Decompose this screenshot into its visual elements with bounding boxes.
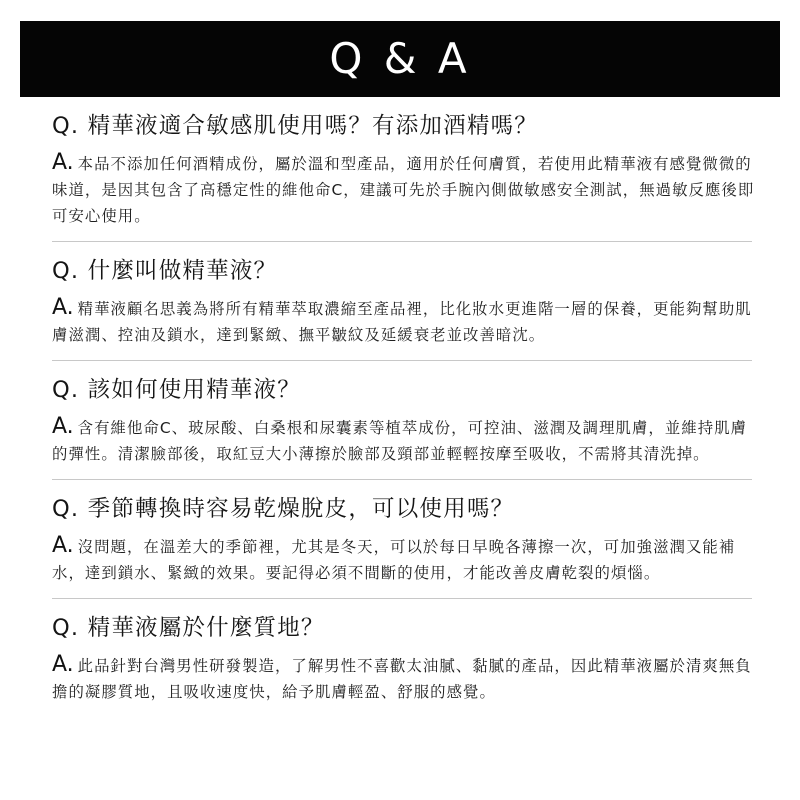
- divider: [52, 241, 752, 242]
- page-title: Q & A: [329, 34, 471, 83]
- answer-text: 本品不添加任何酒精成份，屬於溫和型產品，適用於任何膚質，若使用此精華液有感覺微微的味道，是因其包含了高穩定性的維他命C，建議可先於手腕內側做敏感安全測試，無過敏反應後即可安心使用。: [52, 155, 755, 225]
- answer-prefix: A.: [52, 414, 74, 439]
- answer-paragraph: [52, 652, 758, 705]
- divider: [52, 360, 752, 361]
- answer-prefix: A.: [52, 295, 74, 320]
- qa-item: [52, 254, 758, 348]
- answer-prefix: A.: [52, 533, 74, 558]
- qa-item: [52, 492, 758, 586]
- divider: [52, 479, 752, 480]
- question-text: Q. 精華液屬於什麼質地？: [52, 615, 325, 641]
- qa-item: [52, 611, 758, 705]
- answer-text: 含有維他命C、玻尿酸、白桑根和尿囊素等植萃成份，可控油、滋潤及調理肌膚，並維持肌膚的彈性。清潔臉部後，取紅豆大小薄擦於臉部及頸部並輕輕按摩至吸收，不需將其清洗掉。: [52, 419, 748, 463]
- answer-paragraph: [52, 533, 758, 586]
- qa-item: [52, 373, 758, 467]
- answer-prefix: A.: [52, 150, 74, 175]
- answer-paragraph: [52, 414, 758, 467]
- answer-text: 精華液顧名思義為將所有精華萃取濃縮至產品裡，比化妝水更進階一層的保養，更能夠幫助肌膚滋潤、控油及鎖水，達到緊緻、撫平皺紋及延緩衰老並改善暗沈。: [52, 300, 752, 344]
- qa-list: [52, 109, 758, 705]
- question-text: Q. 什麼叫做精華液？: [52, 258, 278, 284]
- question-text: Q. 該如何使用精華液？: [52, 377, 301, 403]
- question-text: Q. 精華液適合敏感肌使用嗎？有添加酒精嗎？: [52, 113, 538, 139]
- qa-item: [52, 109, 758, 229]
- answer-text: 此品針對台灣男性研發製造，了解男性不喜歡太油膩、黏膩的產品，因此精華液屬於清爽無負擔的凝膠質地，且吸收速度快，給予肌膚輕盈、舒服的感覺。: [52, 657, 752, 701]
- answer-paragraph: [52, 150, 758, 229]
- question-text: Q. 季節轉換時容易乾燥脫皮，可以使用嗎？: [52, 496, 515, 522]
- answer-prefix: A.: [52, 652, 74, 677]
- answer-paragraph: [52, 295, 758, 348]
- qa-header-banner: [20, 21, 780, 97]
- divider: [52, 598, 752, 599]
- answer-text: 沒問題，在溫差大的季節裡，尤其是冬天，可以於每日早晚各薄擦一次，可加強滋潤又能補水，達到鎖水、緊緻的效果。要記得必須不間斷的使用，才能改善皮膚乾裂的煩惱。: [52, 538, 736, 582]
